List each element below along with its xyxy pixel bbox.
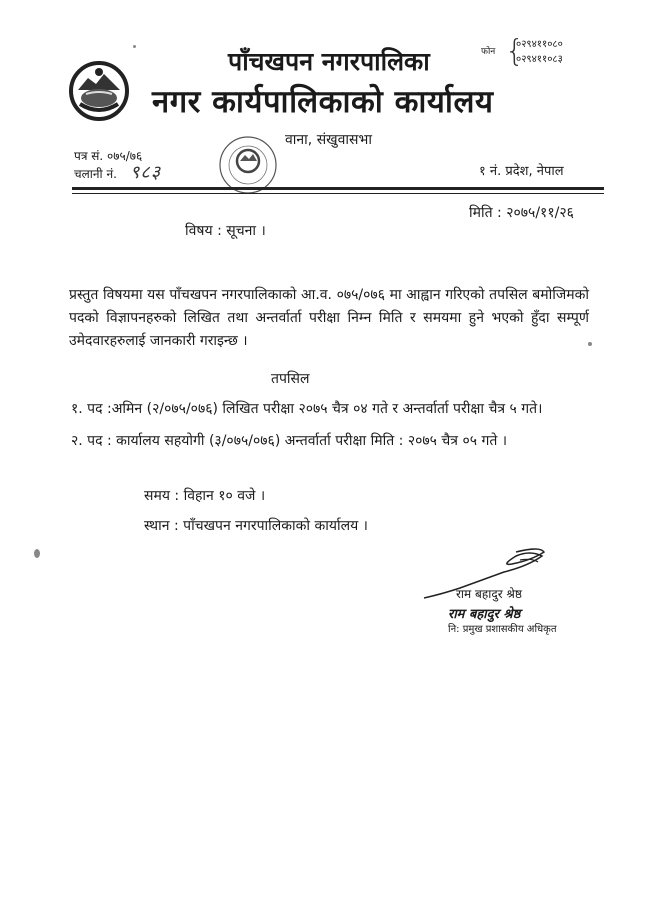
header-rule-thin: [72, 193, 604, 194]
dispatch-number: ९८३: [130, 162, 162, 183]
phone-number-2: ०२९४११०८३: [516, 54, 563, 65]
letter-date: मिति : २०७५/११/२६: [469, 205, 574, 221]
detail-item: २. पद : कार्यालय सहयोगी (३/०७५/०७६) अन्तर्वार्ता परीक्षा मिति : २०७५ चैत्र ०५ गते ।: [71, 433, 508, 449]
dispatch-label: चलानी नं.: [74, 167, 117, 181]
phone-brace: {: [505, 34, 525, 69]
letter-subject: विषय : सूचना ।: [185, 223, 266, 239]
reference-number: पत्र सं. ०७५/७६: [74, 149, 143, 163]
phone-label: फोन: [481, 47, 496, 57]
office-address: वाना, संखुवासभा: [285, 132, 372, 148]
exam-time: समय : विहान १० वजे ।: [144, 488, 266, 504]
letter-body: प्रस्तुत विषयमा यस पाँचखपन नगरपालिकाको आ.व. ०७५/०७६ मा आह्वान गरिएको तपसिल बमोजिमको पदको विज्ञापनहरुको लिखित तथा अन्तर्वार्ता परीक्षा निम्न मिति र समयमा हुने भएको हुँदा सम्पूर्ण उमेदवारहरुलाई जानकारी गराइन्छ ।: [69, 287, 589, 349]
province: १ नं. प्रदेश, नेपाल: [479, 164, 564, 179]
phone-number-1: ०२९४११०८०: [516, 39, 563, 50]
signatory-name: राम बहादुर श्रेष्ठ: [456, 587, 522, 601]
scan-speck: [34, 549, 40, 558]
detail-item: १. पद :अमिन (२/०७५/०७६) लिखित परीक्षा २०७५ चैत्र ०४ गते र अन्तर्वार्ता परीक्षा चैत्र ५ गते।: [71, 401, 543, 417]
org-name: पाँचखपन नगरपालिका: [228, 47, 430, 76]
scan-speck: [133, 45, 136, 48]
signatory-title: नि: प्रमुख प्रशासकीय अधिकृत: [448, 624, 557, 635]
exam-venue: स्थान : पाँचखपन नगरपालिकाको कार्यालय ।: [144, 518, 368, 534]
header-rule-thick: [72, 187, 604, 190]
details-heading: तपसिल: [271, 371, 310, 387]
scan-speck: [588, 342, 592, 346]
nepal-emblem-icon: [66, 60, 132, 122]
office-name: नगर कार्यपालिकाको कार्यालय: [152, 84, 494, 120]
signatory-stamp-name: राम बहादुर श्रेष्ठ: [448, 607, 521, 622]
